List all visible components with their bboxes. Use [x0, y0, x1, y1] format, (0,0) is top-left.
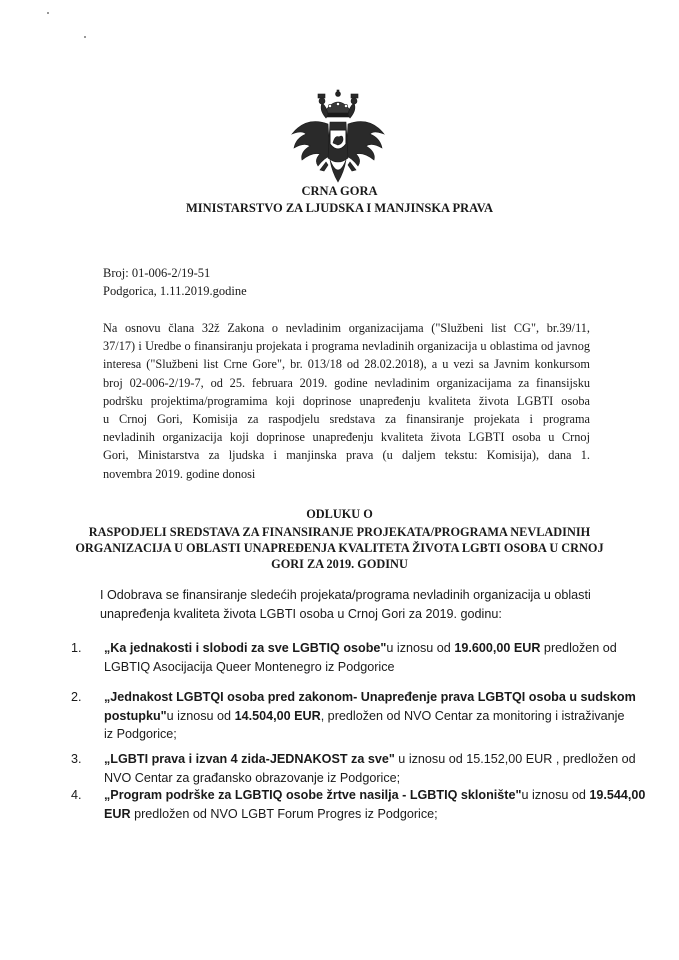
item-number: 1.: [71, 641, 82, 655]
header-country: CRNA GORA: [301, 184, 378, 198]
amount-prefix: u iznosu od: [166, 708, 235, 723]
item-number: 4.: [71, 788, 82, 802]
amount-prefix: u iznosu od: [521, 788, 590, 802]
item-line: LGBTIQ Asocijacija Queer Montenegro iz Podgorice: [104, 659, 395, 674]
decision-title-line: ORGANIZACIJA U OBLASTI UNAPREĐENJA KVALITETA ŽIVOTA LGBTI OSOBA U CRNOJ: [75, 541, 604, 555]
amount: 14.504,00 EUR: [234, 708, 321, 723]
amount: 19.544,00: [589, 788, 646, 802]
preamble-line: u Crnoj Gori, Komisija za raspodjelu sredstava za finansiranje projekata i programa: [103, 412, 590, 427]
coat-of-arms-emblem: [286, 88, 390, 186]
item-line: [104, 786, 646, 805]
submitted-by: predložen od NVO LGBT Forum Progres iz Podgorice;: [130, 806, 438, 821]
preamble-line: broj 02-006-2/19-7, od 25. februara 2019. godine nevladinim organizacijama za finansijsku: [103, 375, 590, 390]
item-line: iz Podgorice;: [104, 727, 177, 741]
amount: 19.600,00 EUR: [454, 641, 541, 655]
intro-paragraph: [100, 586, 591, 623]
submitted-by: , predložen od NVO Centar za monitoring i istraživanje: [320, 708, 625, 723]
header-ministry: MINISTARSTVO ZA LJUDSKA I MANJINSKA PRAVA: [185, 201, 494, 215]
preamble-paragraph: [103, 319, 590, 483]
decision-title-line: GORI ZA 2019. GODINU: [271, 557, 408, 571]
item-number: 2.: [71, 690, 82, 704]
preamble-line: podršku projektima/programima koji doprinose unapređenju kvaliteta života LGBTI osoba: [103, 393, 590, 408]
project-title-cont: postupku": [104, 708, 167, 723]
preamble-line: Na osnovu člana 32ž Zakona o nevladinim organizacijama ("Službeni list CG", br.39/11,: [103, 321, 590, 335]
intro-line: unapređenja kvaliteta života LGBTI osoba u Crnoj Gori za 2019. godinu:: [100, 606, 502, 621]
preamble-line: Gori, Ministarstva za ljudska i manjinska prava (u daljem tekstu: Komisija), dana 1.: [103, 448, 590, 463]
decision-title-line: RASPODJELI SREDSTAVA ZA FINANSIRANJE PROJEKATA/PROGRAMA NEVLADINIH: [88, 525, 591, 539]
item-number: 3.: [71, 752, 82, 766]
intro-line: I Odobrava se finansiranje sledećih projekata/programa nevladinih organizacija u oblasti: [100, 588, 591, 602]
preamble-line: nevladinih organizacija koji doprinose unapređenju kvaliteta života LGBTI osoba u Crnoj: [103, 430, 590, 445]
place-and-date: Podgorica, 1.11.2019.godine: [103, 284, 247, 298]
amount-currency: EUR: [104, 806, 131, 821]
submitted-by: predložen od: [540, 641, 617, 655]
item-line: [104, 805, 596, 824]
submitted-by: , predložen od: [552, 752, 636, 766]
document-number: Broj: 01-006-2/19-51: [103, 266, 211, 280]
item-line: [104, 639, 617, 658]
scan-speck: [84, 36, 86, 38]
preamble-line: novembra 2019. godine donosi: [103, 466, 256, 481]
project-title: „Ka jednakosti i slobodi za sve LGBTIQ osobe": [104, 641, 387, 655]
decision-title: ODLUKU O: [306, 507, 373, 521]
item-line: NVO Centar za građansko obrazovanje iz Podgorice;: [104, 770, 401, 785]
amount-prefix: u iznosu od: [394, 752, 467, 766]
project-title: „Jednakost LGBTQI osoba pred zakonom- Unapređenje prava LGBTQI osoba u sudskom: [104, 690, 636, 704]
amount: 15.152,00 EUR: [466, 752, 553, 766]
item-line: [104, 707, 625, 726]
preamble-line: 37/17) i Uredbe o finansiranju projekata i programa nevladinih organizacija u oblastima od javnog: [103, 339, 590, 354]
project-title: „LGBTI prava i izvan 4 zida-JEDNAKOST za sve": [104, 752, 395, 766]
item-line: [104, 750, 636, 769]
preamble-line: interesa ("Službeni list Crne Gore", br. 013/18 od 28.02.2018), a u vezi sa Javnim konkursom: [103, 357, 590, 372]
project-title: „Program podrške za LGBTIQ osobe žrtve nasilja - LGBTIQ sklonište": [104, 788, 522, 802]
scan-speck: [47, 12, 49, 14]
item-line: [104, 688, 636, 707]
amount-prefix: u iznosu od: [386, 641, 455, 655]
